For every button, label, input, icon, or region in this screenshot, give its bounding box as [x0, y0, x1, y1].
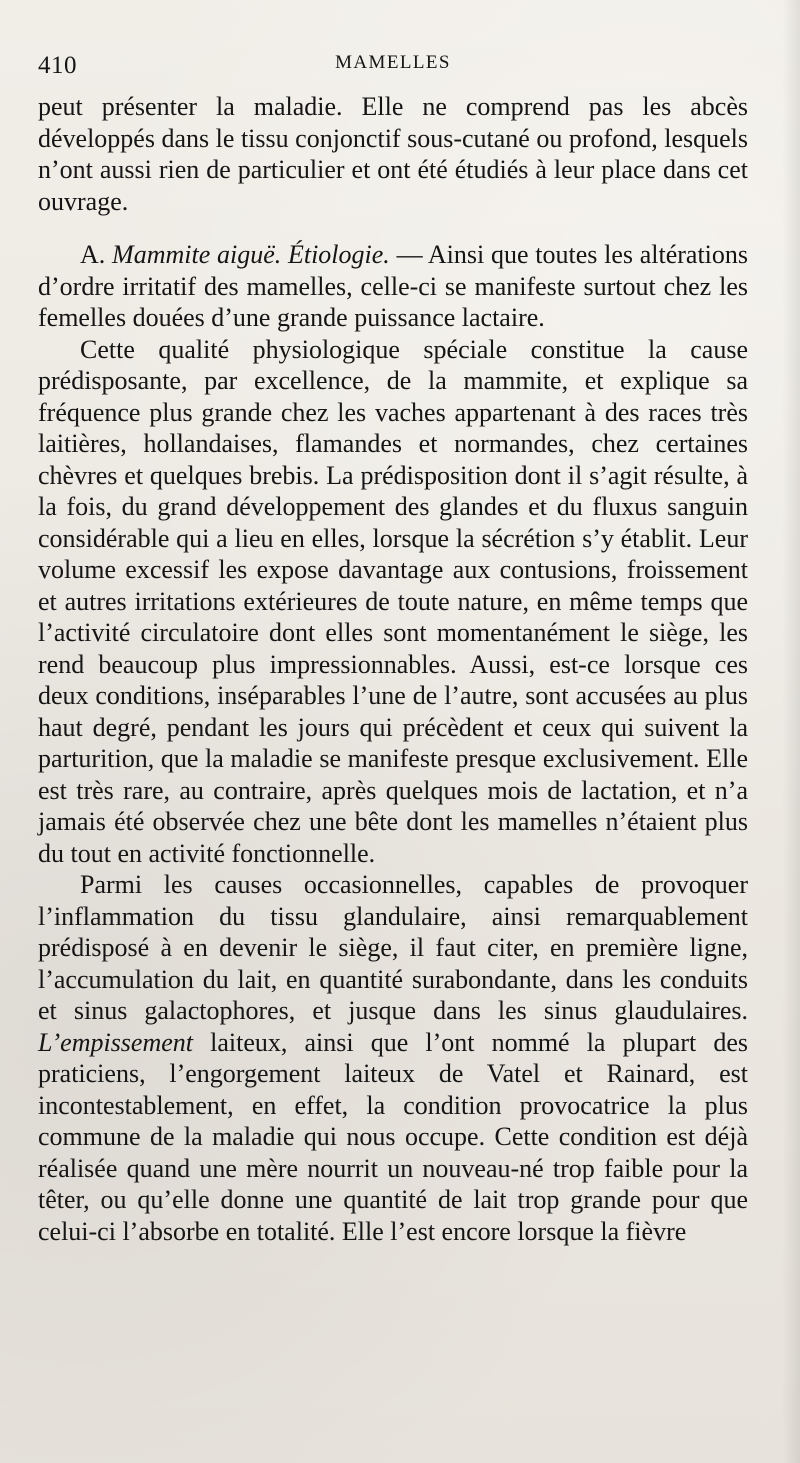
running-title: MAMELLES — [335, 52, 451, 73]
paragraph-4-after: laiteux, ainsi que l’ont nommé la plupart des praticiens, l’engorgement laiteux de Vatel et Rainard, est incontestablement, en effet, la condition provocatrice la plus commune de la maladie qui nous occupe. Cette condition est déjà réalisée quand une mère nourrit un nouveau-né trop faible pour la têter, ou qu’elle donne une quantité de lait trop grande pour que celui-ci l’absorbe en totalité. Elle l’est encore lorsque la fièvre — [38, 1027, 749, 1246]
page-number: 410 — [38, 52, 77, 79]
section-paragraph — [38, 239, 748, 334]
section-text: — Ainsi que toutes les altérations d’ordre irritatif des mamelles, celle-ci se manifeste surtout chez les femelles douées d’une grande puissance lactaire. — [38, 240, 749, 332]
page-body — [38, 91, 748, 1247]
paragraph-4-italic: L’empissement — [38, 1027, 194, 1057]
page-header — [38, 52, 748, 88]
paragraph-3: Cette qualité physiologique spéciale constitue la cause prédisposante, par excellence, de la mammite, et explique sa fréquence plus grande chez les vaches appartenant à des races très laitières, hollandaises, flamandes et normandes, chez certaines chèvres et quelques brebis. La prédisposition dont il s’agit résulte, à la fois, du grand développement des glandes et du fluxus sanguin considérable qui a lieu en elles, lorsque la sécrétion s’y établit. Leur volume excessif les expose davantage aux contusions, froissement et autres irritations extérieures de toute nature, en même temps que l’activité circulatoire dont elles sont momentanément le siège, les rend beaucoup plus impressionnables. Aussi, est-ce lorsque ces deux conditions, inséparables l’une de l’autre, sont accusées au plus haut degré, pendant les jours qui précèdent et ceux qui suivent la parturition, que la maladie se manifeste presque exclusivement. Elle est très rare, au contraire, après quelques mois de lactation, et n’a jamais été observée chez une bête dont les mamelles n’étaient plus du tout en activité fonctionnelle. — [38, 334, 748, 868]
paragraph-4 — [38, 869, 748, 1247]
section-label: A. — [80, 240, 106, 269]
paragraph-1: peut présenter la maladie. Elle ne comprend pas les abcès développés dans le tissu conjonctif sous-cutané ou profond, lesquels n’ont aussi rien de particulier et ont été étudiés à leur place dans cet ouvrage. — [38, 92, 748, 216]
paragraph-4-before: Parmi les causes occasionnelles, capables de provoquer l’inflammation du tissu glandulaire, ainsi remarquablement prédisposé à en devenir le siège, il faut citer, en première ligne, l’accumulation du lait, en quantité surabondante, dans les conduits et sinus galactophores, et jusque dans les sinus glaudulaires. — [38, 870, 748, 1025]
section-title: Mammite aiguë. Étiologie. — [112, 240, 390, 269]
